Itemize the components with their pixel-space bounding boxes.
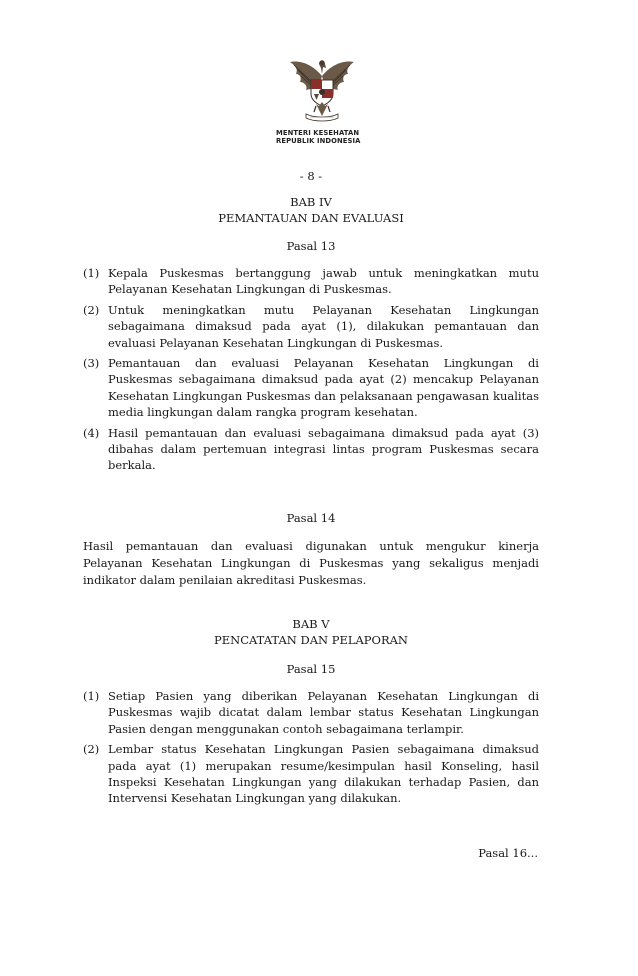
pasal14-paragraph: Hasil pemantauan dan evaluasi digunakan untuk mengukur kinerja Pelayanan Kesehatan Lingkungan di Puskesmas yang sekaligus menjadi indikator dalam penilaian akreditasi Puskesmas. (83, 539, 539, 587)
chapter-heading-bab4 (83, 194, 539, 226)
continuation-label: Pasal 16... (478, 846, 538, 860)
list-item: (1) Kepala Puskesmas bertanggung jawab untuk meningkatkan mutu Pelayanan Kesehatan Lingkungan di Puskesmas. (83, 266, 539, 297)
list-item: (2) Lembar status Kesehatan Lingkungan Pasien sebagaimana dimaksud pada ayat (1) merupakan resume/kesimpulan hasil Konseling, hasil Inspeksi Kesehatan Lingkungan yang dilakukan terhadap Pasien, dan Intervensi Kesehatan Lingkungan yang dilakukan. (83, 742, 539, 806)
article-title-pasal13: Pasal 13 (286, 239, 336, 253)
ministry-line-1: MENTERI KESEHATAN (276, 129, 360, 137)
ministry-line-2: REPUBLIK INDONESIA (276, 137, 361, 145)
chapter-title: PENCATATAN DAN PELAPORAN (214, 633, 408, 647)
chapter-title: PEMANTAUAN DAN EVALUASI (218, 211, 404, 225)
pasal13-list (83, 265, 539, 478)
article-title-pasal15: Pasal 15 (286, 662, 336, 676)
garuda-emblem-icon (286, 56, 358, 124)
chapter-number: BAB IV (290, 195, 332, 209)
page-number: - 8 - (299, 169, 323, 183)
list-item: (3) Pemantauan dan evaluasi Pelayanan Kesehatan Lingkungan di Puskesmas sebagaimana dimaksud pada ayat (2) mencakup Pelayanan Kesehatan Lingkungan Puskesmas dan pelaksanaan pengawasan kualitas media lingkungan dalam rangka program kesehatan. (83, 356, 539, 420)
pasal15-list (83, 688, 539, 811)
chapter-heading-bab5 (83, 616, 539, 648)
ministry-label (276, 129, 376, 145)
list-item: (2) Untuk meningkatkan mutu Pelayanan Kesehatan Lingkungan sebagaimana dimaksud pada ayat (1), dilakukan pemantauan dan evaluasi Pelayanan Kesehatan Lingkungan di Puskesmas. (83, 302, 539, 350)
chapter-number: BAB V (292, 617, 330, 631)
list-item: (1) Setiap Pasien yang diberikan Pelayanan Kesehatan Lingkungan di Puskesmas wajib dicatat dalam lembar status Kesehatan Lingkungan Pasien dengan menggunakan contoh sebagaimana terlampir. (83, 689, 539, 736)
article-title-pasal14: Pasal 14 (286, 511, 336, 525)
list-item: (4) Hasil pemantauan dan evaluasi sebagaimana dimaksud pada ayat (3) dibahas dalam pertemuan integrasi lintas program Puskesmas secara berkala. (83, 425, 539, 473)
